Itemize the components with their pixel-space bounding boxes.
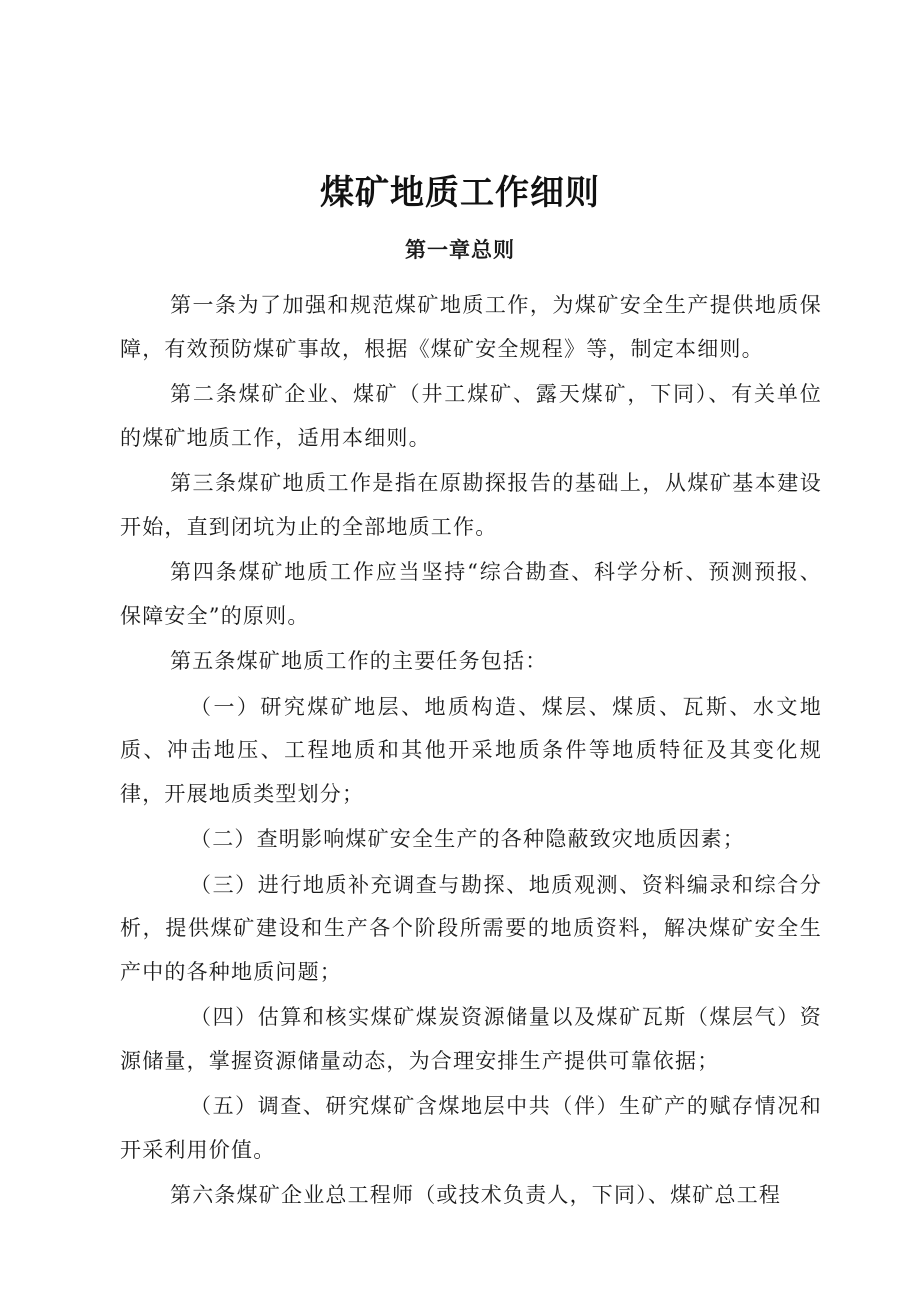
document-title: 煤矿地质工作细则	[320, 173, 600, 213]
document-body	[120, 284, 822, 1220]
article-5-item-2: （二）查明影响煤矿安全生产的各种隐蔽致灾地质因素；	[190, 827, 745, 851]
article-5-item-3: （三）进行地质补充调查与勘探、地质观测、资料编录和综合分析，提供煤矿建设和生产各个阶段所需要的地质资料，解决煤矿安全生产中的各种地质问题；	[120, 872, 822, 984]
article-1: 第一条为了加强和规范煤矿地质工作，为煤矿安全生产提供地质保障，有效预防煤矿事故，根据《煤矿安全规程》等，制定本细则。	[120, 293, 822, 361]
article-6: 第六条煤矿企业总工程师（或技术负责人，下同）、煤矿总工程	[170, 1183, 782, 1207]
article-4: 第四条煤矿地质工作应当坚持“综合勘查、科学分析、预测预报、保障安全”的原则。	[120, 560, 822, 628]
article-5-item-5: （五）调查、研究煤矿含煤地层中共（伴）生矿产的赋存情况和开采利用价值。	[120, 1094, 822, 1162]
article-5: 第五条煤矿地质工作的主要任务包括：	[170, 649, 548, 673]
chapter-heading: 第一章总则	[405, 237, 515, 262]
article-5-item-1: （一）研究煤矿地层、地质构造、煤层、煤质、瓦斯、水文地质、冲击地压、工程地质和其他开采地质条件等地质特征及其变化规律，开展地质类型划分；	[120, 694, 822, 806]
article-2: 第二条煤矿企业、煤矿（井工煤矿、露天煤矿，下同）、有关单位的煤矿地质工作，适用本细则。	[120, 382, 822, 450]
article-3: 第三条煤矿地质工作是指在原勘探报告的基础上，从煤矿基本建设开始，直到闭坑为止的全部地质工作。	[120, 471, 822, 539]
article-5-item-4: （四）估算和核实煤矿煤炭资源储量以及煤矿瓦斯（煤层气）资源储量，掌握资源储量动态，为合理安排生产提供可靠依据；	[120, 1005, 822, 1073]
